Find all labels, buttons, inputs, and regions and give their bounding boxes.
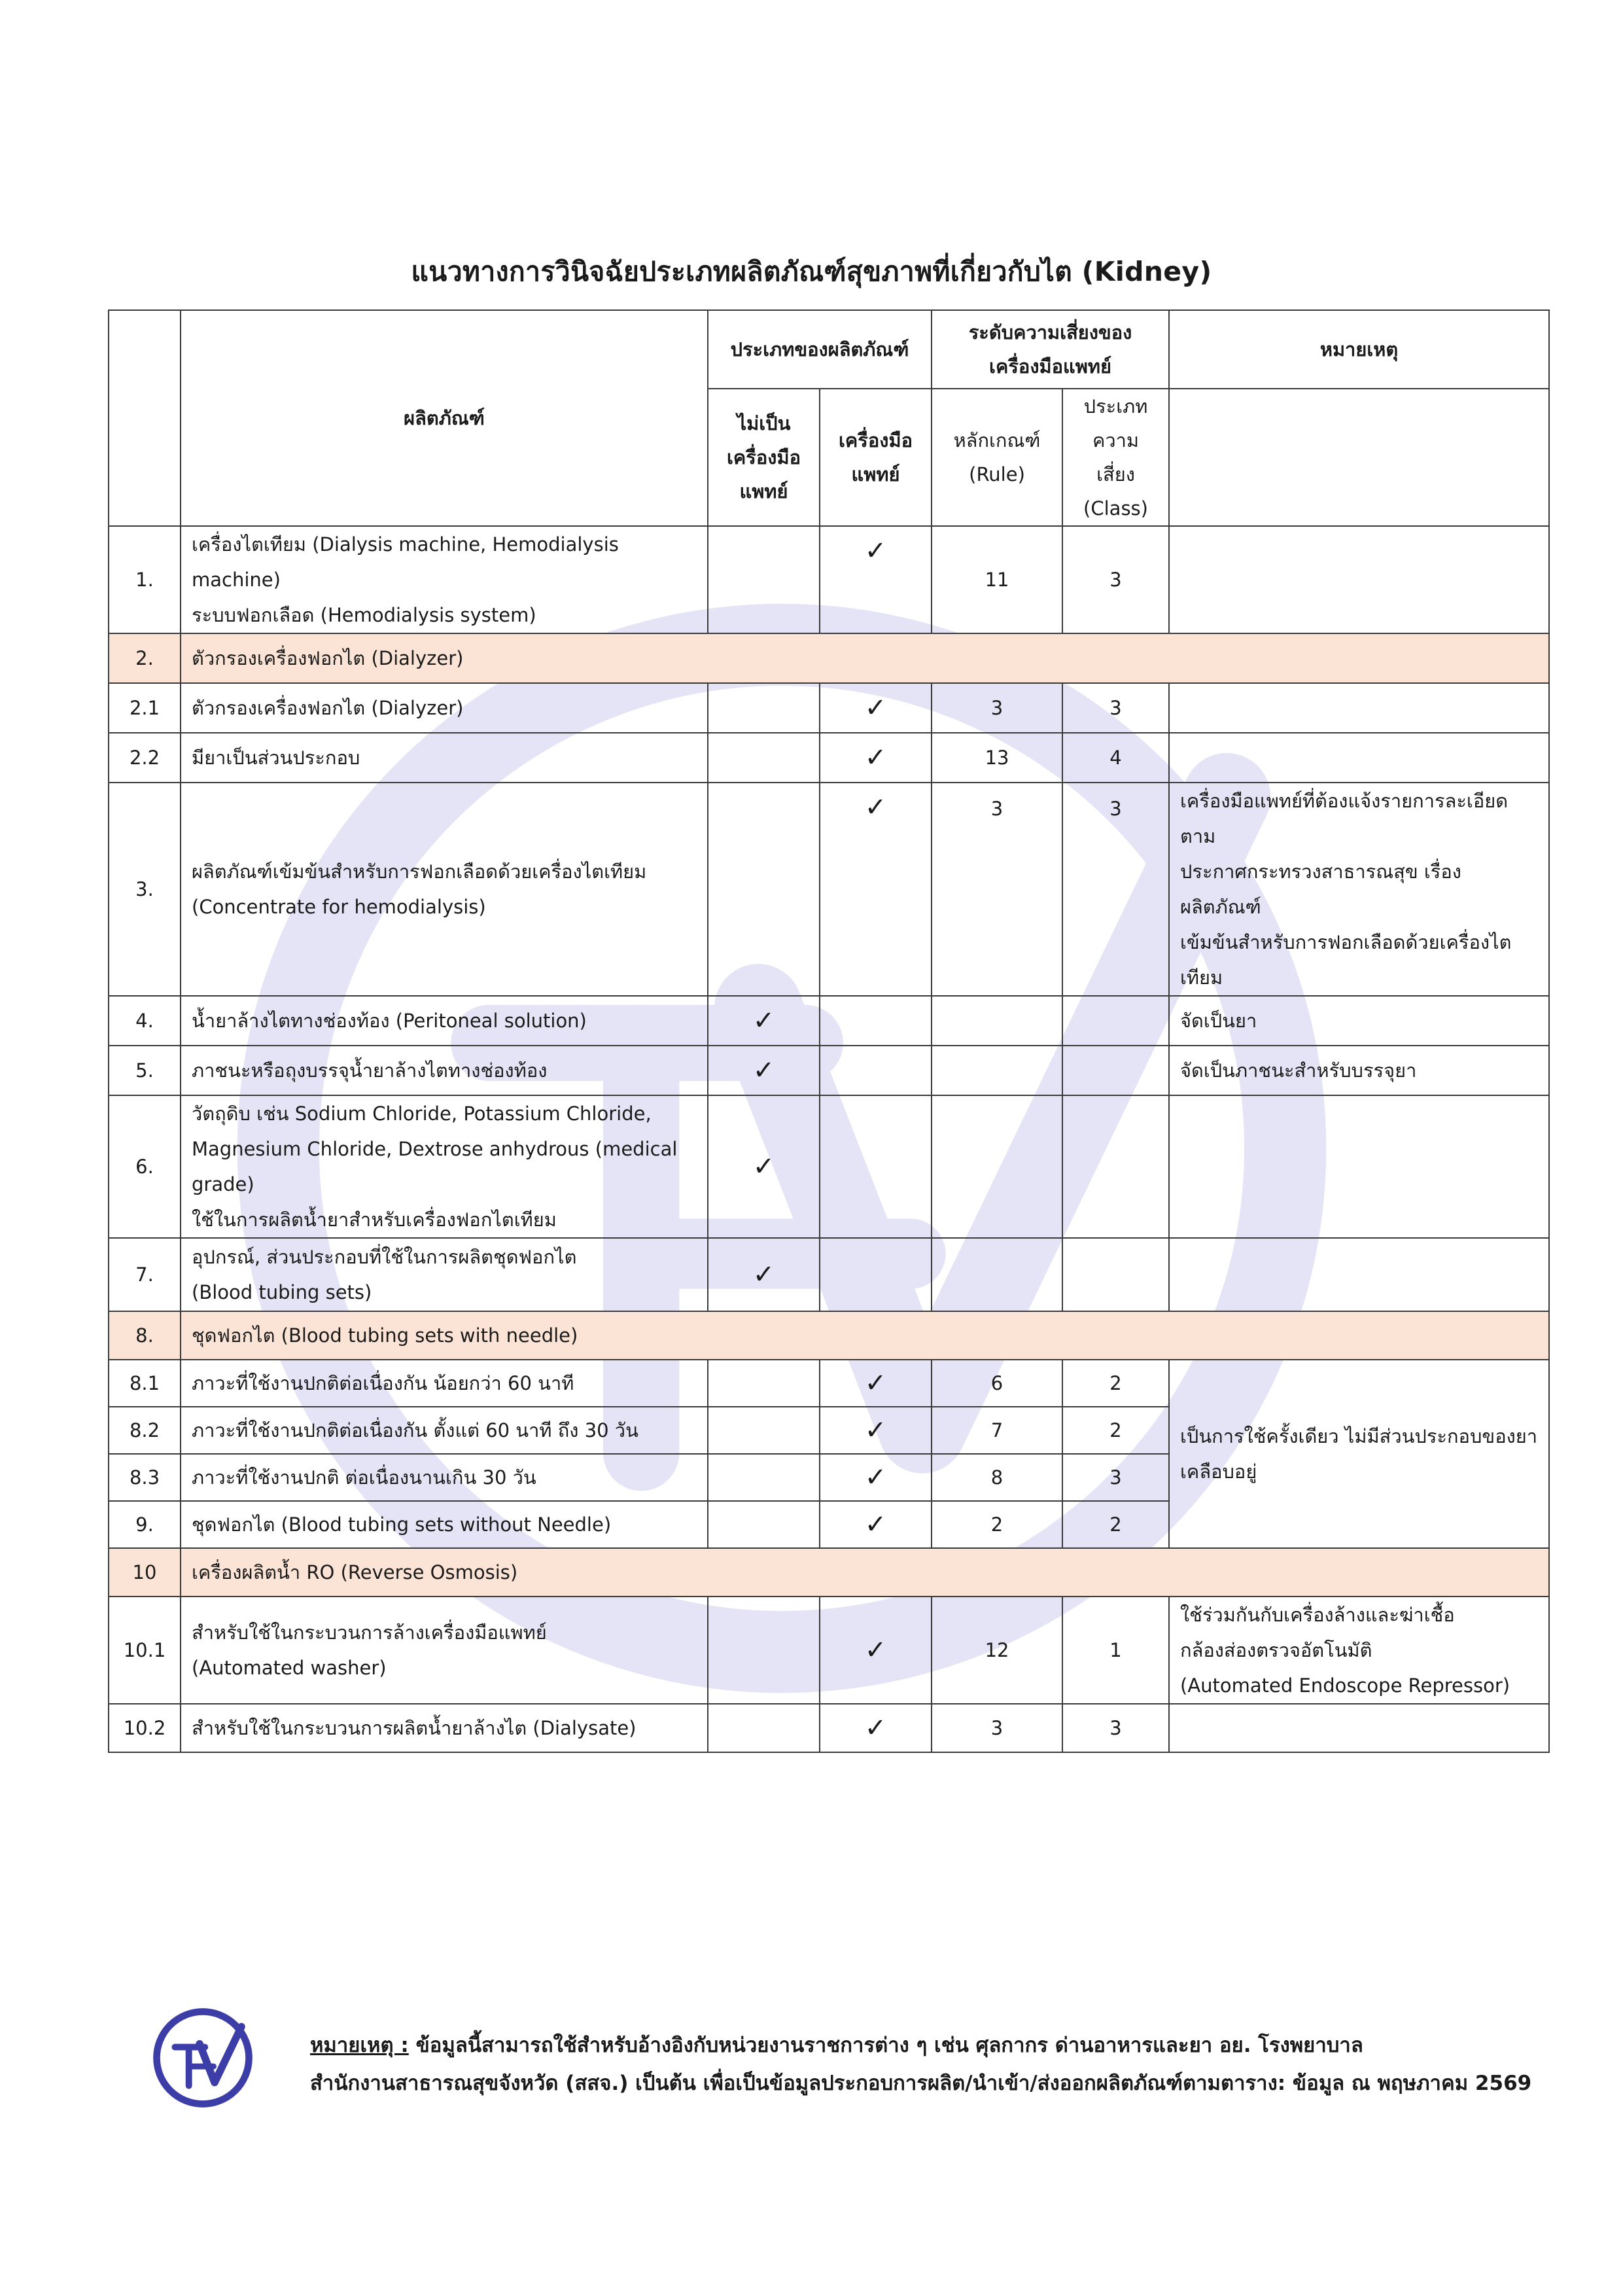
footer-line1: ข้อมูลนี้สามารถใช้สำหรับอ้างอิงกับหน่วยงานราชการต่าง ๆ เช่น ศุลกากร ด่านอาหารและยา อย. โรงพยาบาล — [415, 2034, 1363, 2057]
header-risk-level: ระดับความเสี่ยงของ เครื่องมือแพทย์ — [932, 310, 1169, 389]
header-remark: หมายเหตุ — [1169, 310, 1549, 389]
class-cell — [1062, 1238, 1169, 1311]
not-device-cell — [708, 526, 820, 633]
footer-note — [310, 2026, 1553, 2102]
remark-cell: เครื่องมือแพทย์ที่ต้องแจ้งรายการละเอียดตาม ประกาศกระทรวงสาธารณสุข เรื่อง ผลิตภัณฑ์ เข้มข้นสำหรับการฟอกเลือดด้วยเครื่องไตเทียม — [1169, 783, 1549, 996]
class-cell — [1062, 1095, 1169, 1238]
footer-label: หมายเหตุ : — [310, 2034, 409, 2057]
check-icon: ✓ — [820, 526, 932, 633]
rule-cell: 8 — [932, 1454, 1062, 1501]
section-heading: ตัวกรองเครื่องฟอกไต (Dialyzer) — [181, 633, 1549, 683]
row-number: 9. — [109, 1501, 181, 1548]
check-icon: ✓ — [820, 1704, 932, 1752]
remark-cell — [1169, 1238, 1549, 1311]
device-cell — [820, 1238, 932, 1311]
row-number: 8. — [109, 1311, 181, 1360]
rule-cell: 13 — [932, 733, 1062, 783]
not-device-cell — [708, 1407, 820, 1454]
class-cell: 3 — [1062, 1454, 1169, 1501]
row-number: 2.2 — [109, 733, 181, 783]
remark-cell — [1169, 1095, 1549, 1238]
rule-cell: 7 — [932, 1407, 1062, 1454]
row-number: 10 — [109, 1548, 181, 1597]
class-cell: 3 — [1062, 783, 1169, 996]
product-cell: ตัวกรองเครื่องฟอกไต (Dialyzer) — [181, 683, 708, 733]
header-not-device: ไม่เป็น เครื่องมือ แพทย์ — [708, 389, 820, 526]
check-icon: ✓ — [820, 733, 932, 783]
table-row — [109, 1704, 1549, 1752]
section-heading: เครื่องผลิตน้ำ RO (Reverse Osmosis) — [181, 1548, 1549, 1597]
rule-cell: 3 — [932, 783, 1062, 996]
row-number: 8.1 — [109, 1360, 181, 1407]
check-icon: ✓ — [820, 1360, 932, 1407]
row-number: 1. — [109, 526, 181, 633]
row-number: 2.1 — [109, 683, 181, 733]
table-row — [109, 526, 1549, 633]
device-cell — [820, 996, 932, 1046]
footer-line2: สำนักงานสาธารณสุขจังหวัด (สสจ.) เป็นต้น เพื่อเป็นข้อมูลประกอบการผลิต/นำเข้า/ส่งออกผลิตภัณฑ์ตามตาราง: ข้อมูล ณ พฤษภาคม 2569 — [310, 2072, 1532, 2095]
remark-cell — [1169, 683, 1549, 733]
product-cell: ชุดฟอกไต (Blood tubing sets without Needle) — [181, 1501, 708, 1548]
class-cell: 3 — [1062, 683, 1169, 733]
remark-cell — [1169, 526, 1549, 633]
check-icon: ✓ — [820, 683, 932, 733]
row-number: 5. — [109, 1046, 181, 1095]
table-row — [109, 1095, 1549, 1238]
table-row — [109, 783, 1549, 996]
product-cell: ภาชนะหรือถุงบรรจุน้ำยาล้างไตทางช่องท้อง — [181, 1046, 708, 1095]
header-product-type: ประเภทของผลิตภัณฑ์ — [708, 310, 932, 389]
header-class: ประเภท ความเสี่ยง (Class) — [1062, 389, 1169, 526]
table-row — [109, 633, 1549, 683]
not-device-cell — [708, 1454, 820, 1501]
section-heading: ชุดฟอกไต (Blood tubing sets with needle) — [181, 1311, 1549, 1360]
class-cell: 3 — [1062, 526, 1169, 633]
header-remark-blank — [1169, 389, 1549, 526]
fda-logo-icon — [149, 2004, 256, 2111]
class-cell — [1062, 1046, 1169, 1095]
not-device-cell — [708, 1704, 820, 1752]
table-row — [109, 1238, 1549, 1311]
remark-cell: จัดเป็นยา — [1169, 996, 1549, 1046]
remark-cell: ใช้ร่วมกันกับเครื่องล้างและฆ่าเชื้อ กล้องส่องตรวจอัตโนมัติ (Automated Endoscope Repressor) — [1169, 1597, 1549, 1704]
not-device-cell — [708, 783, 820, 996]
not-device-cell — [708, 1597, 820, 1704]
table-row — [109, 1046, 1549, 1095]
product-cell: เครื่องไตเทียม (Dialysis machine, Hemodialysis machine) ระบบฟอกเลือด (Hemodialysis system) — [181, 526, 708, 633]
row-number: 2. — [109, 633, 181, 683]
check-icon: ✓ — [708, 1095, 820, 1238]
table-row — [109, 1311, 1549, 1360]
check-icon: ✓ — [820, 1501, 932, 1548]
check-icon: ✓ — [708, 1238, 820, 1311]
row-number: 8.3 — [109, 1454, 181, 1501]
rule-cell — [932, 1238, 1062, 1311]
rule-cell: 3 — [932, 683, 1062, 733]
row-number: 4. — [109, 996, 181, 1046]
rule-cell — [932, 1095, 1062, 1238]
check-icon: ✓ — [820, 1454, 932, 1501]
rule-cell: 3 — [932, 1704, 1062, 1752]
remark-cell — [1169, 1704, 1549, 1752]
rule-cell — [932, 996, 1062, 1046]
class-cell: 3 — [1062, 1704, 1169, 1752]
table-row — [109, 733, 1549, 783]
table-row — [109, 1597, 1549, 1704]
check-icon: ✓ — [708, 996, 820, 1046]
product-cell: ผลิตภัณฑ์เข้มข้นสำหรับการฟอกเลือดด้วยเครื่องไตเทียม (Concentrate for hemodialysis) — [181, 783, 708, 996]
product-cell: สำหรับใช้ในกระบวนการผลิตน้ำยาล้างไต (Dialysate) — [181, 1704, 708, 1752]
class-cell: 2 — [1062, 1501, 1169, 1548]
check-icon: ✓ — [820, 1597, 932, 1704]
product-cell: มียาเป็นส่วนประกอบ — [181, 733, 708, 783]
product-cell: ภาวะที่ใช้งานปกติ ต่อเนื่องนานเกิน 30 วัน — [181, 1454, 708, 1501]
class-cell — [1062, 996, 1169, 1046]
product-cell: วัตถุดิบ เช่น Sodium Chloride, Potassium Chloride, Magnesium Chloride, Dextrose anhydrous (medical grade) ใช้ในการผลิตน้ำยาสำหรับเครื่องฟอกไตเทียม — [181, 1095, 708, 1238]
device-cell — [820, 1095, 932, 1238]
rule-cell: 6 — [932, 1360, 1062, 1407]
table-row — [109, 996, 1549, 1046]
row-number: 7. — [109, 1238, 181, 1311]
class-cell: 4 — [1062, 733, 1169, 783]
row-number: 10.1 — [109, 1597, 181, 1704]
product-cell: ภาวะที่ใช้งานปกติต่อเนื่องกัน น้อยกว่า 60 นาที — [181, 1360, 708, 1407]
header-device: เครื่องมือ แพทย์ — [820, 389, 932, 526]
kidney-product-table — [108, 309, 1550, 1753]
class-cell: 2 — [1062, 1360, 1169, 1407]
remark-cell: เป็นการใช้ครั้งเดียว ไม่มีส่วนประกอบของยา เคลือบอยู่ — [1169, 1360, 1549, 1548]
page-title: แนวทางการวินิจฉัยประเภทผลิตภัณฑ์สุขภาพที่เกี่ยวกับไต (Kidney) — [411, 256, 1212, 287]
table-row — [109, 1360, 1549, 1407]
rule-cell: 11 — [932, 526, 1062, 633]
remark-cell — [1169, 733, 1549, 783]
product-cell: สำหรับใช้ในกระบวนการล้างเครื่องมือแพทย์ (Automated washer) — [181, 1597, 708, 1704]
product-cell: ภาวะที่ใช้งานปกติต่อเนื่องกัน ตั้งแต่ 60 นาที ถึง 30 วัน — [181, 1407, 708, 1454]
remark-cell: จัดเป็นภาชนะสำหรับบรรจุยา — [1169, 1046, 1549, 1095]
rule-cell — [932, 1046, 1062, 1095]
rule-cell: 2 — [932, 1501, 1062, 1548]
check-icon: ✓ — [820, 783, 932, 996]
header-product: ผลิตภัณฑ์ — [181, 310, 708, 526]
check-icon: ✓ — [708, 1046, 820, 1095]
row-number: 6. — [109, 1095, 181, 1238]
check-icon: ✓ — [820, 1407, 932, 1454]
table-row — [109, 683, 1549, 733]
row-number: 3. — [109, 783, 181, 996]
class-cell: 2 — [1062, 1407, 1169, 1454]
header-rule: หลักเกณฑ์ (Rule) — [932, 389, 1062, 526]
header-number — [109, 310, 181, 526]
rule-cell: 12 — [932, 1597, 1062, 1704]
row-number: 8.2 — [109, 1407, 181, 1454]
not-device-cell — [708, 683, 820, 733]
not-device-cell — [708, 1360, 820, 1407]
class-cell: 1 — [1062, 1597, 1169, 1704]
not-device-cell — [708, 733, 820, 783]
not-device-cell — [708, 1501, 820, 1548]
device-cell — [820, 1046, 932, 1095]
product-cell: อุปกรณ์, ส่วนประกอบที่ใช้ในการผลิตชุดฟอกไต (Blood tubing sets) — [181, 1238, 708, 1311]
product-cell: น้ำยาล้างไตทางช่องท้อง (Peritoneal solution) — [181, 996, 708, 1046]
row-number: 10.2 — [109, 1704, 181, 1752]
table-row — [109, 1548, 1549, 1597]
